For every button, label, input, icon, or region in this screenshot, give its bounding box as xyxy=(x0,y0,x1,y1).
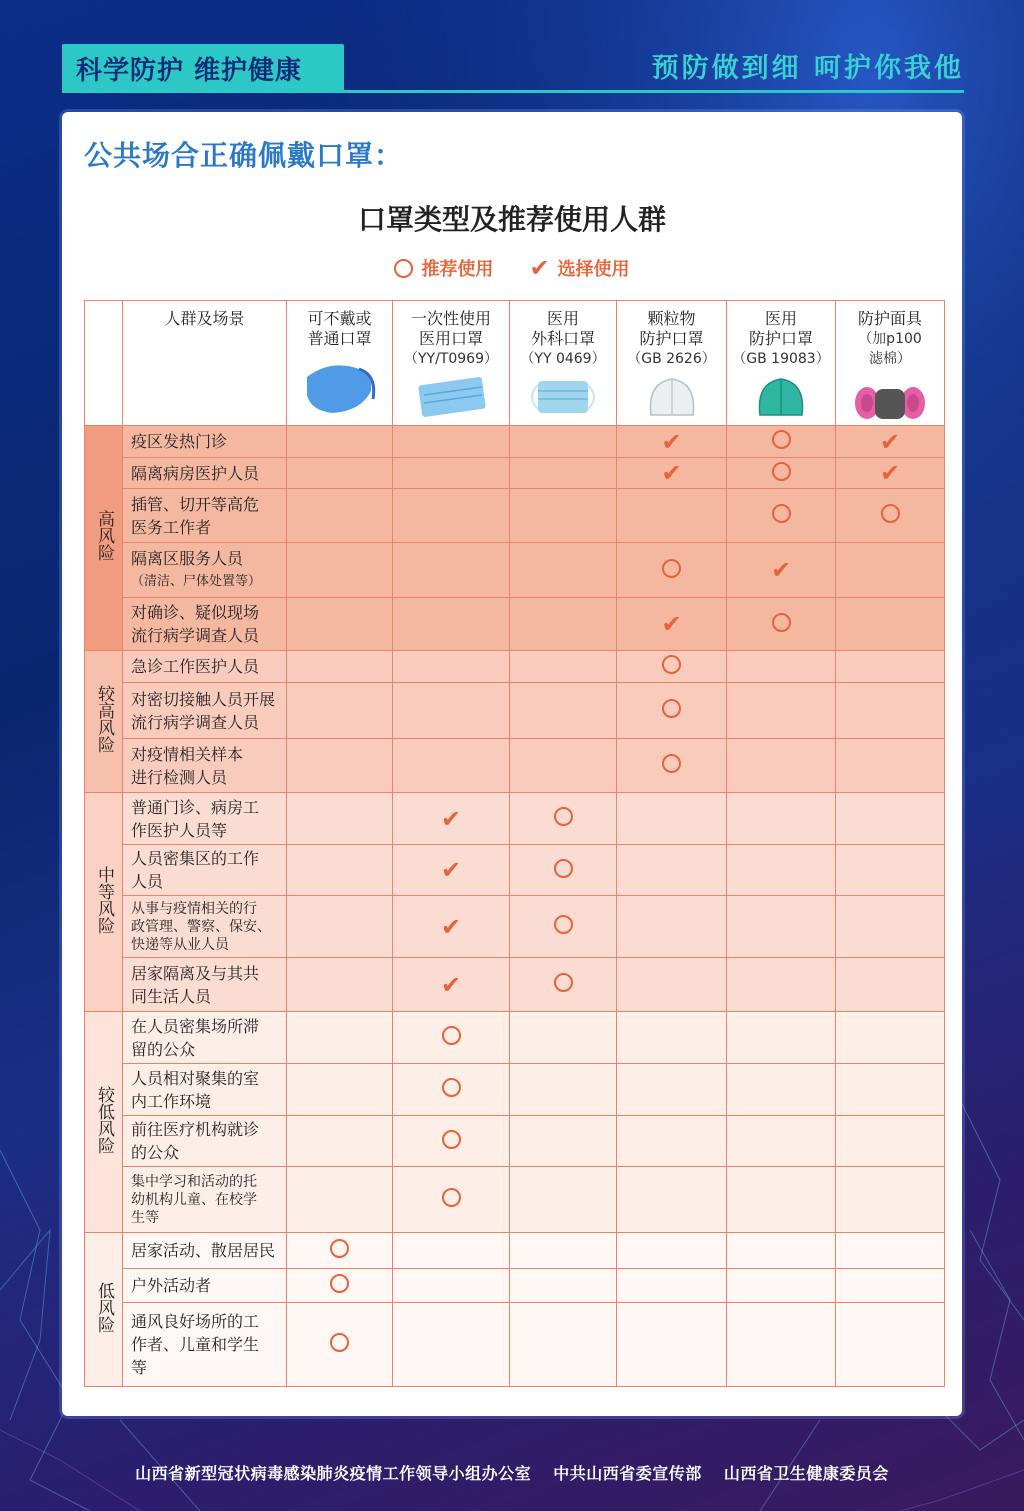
category-medium-low xyxy=(85,1012,123,1233)
circle-icon xyxy=(330,1274,349,1293)
scene-cell xyxy=(123,426,287,458)
circle-icon xyxy=(330,1333,349,1352)
mark-cell xyxy=(287,651,393,683)
scene-label: 同生活人员 xyxy=(131,986,212,1006)
mark-cell xyxy=(727,651,836,683)
table-row xyxy=(85,683,945,739)
n95-mask-icon xyxy=(633,375,711,419)
scene-cell xyxy=(123,543,287,598)
mark-cell xyxy=(836,958,945,1012)
circle-icon xyxy=(442,1130,461,1149)
scene-label: 政管理、警察、保安、 xyxy=(131,918,271,935)
scene-label: 插管、切开等高危 xyxy=(131,494,260,514)
mark-cell xyxy=(727,598,836,651)
mark-cell xyxy=(617,683,727,739)
mark-cell xyxy=(393,458,510,489)
scene-cell xyxy=(123,1269,287,1303)
circle-icon xyxy=(662,754,681,773)
header-no-mask xyxy=(287,301,393,426)
mark-cell xyxy=(287,1012,393,1064)
circle-icon xyxy=(554,859,573,878)
table-row xyxy=(85,793,945,845)
table-row xyxy=(85,845,945,896)
table-row xyxy=(85,1012,945,1064)
table-row xyxy=(85,1269,945,1303)
header-label: 普通口罩 xyxy=(307,329,372,348)
mark-cell xyxy=(510,489,617,543)
mark-cell xyxy=(617,1064,727,1116)
mark-cell xyxy=(617,896,727,958)
mark-cell xyxy=(393,489,510,543)
medical-n95-mask-icon xyxy=(742,375,820,419)
mark-cell xyxy=(617,793,727,845)
scene-label: 人员相对聚集的室 xyxy=(131,1068,260,1088)
scene-label: 等 xyxy=(131,1358,148,1377)
scene-label: 人员密集区的工作 xyxy=(131,849,260,868)
header-divider xyxy=(62,90,964,93)
card-title: 公共场合正确佩戴口罩： xyxy=(84,139,404,172)
mark-cell xyxy=(727,793,836,845)
footer-organizations xyxy=(0,1461,1024,1484)
mark-cell xyxy=(836,543,945,598)
mark-cell xyxy=(836,683,945,739)
mark-cell xyxy=(617,458,727,489)
mark-cell xyxy=(836,458,945,489)
mark-cell xyxy=(287,598,393,651)
mark-cell xyxy=(510,683,617,739)
circle-icon xyxy=(554,973,573,992)
mark-cell xyxy=(836,1269,945,1303)
category-label: 中等风险 xyxy=(94,865,114,934)
mark-cell xyxy=(836,896,945,958)
legend-optional-label: 选择使用 xyxy=(557,259,630,280)
respirator-icon xyxy=(851,375,929,425)
scene-cell xyxy=(123,683,287,739)
check-icon: ✔ xyxy=(661,610,682,638)
footer-org: 山西省卫生健康委员会 xyxy=(723,1464,889,1483)
legend xyxy=(0,255,1024,281)
circle-icon xyxy=(554,807,573,826)
table-row xyxy=(85,1167,945,1233)
table-row xyxy=(85,489,945,543)
mark-cell xyxy=(836,1012,945,1064)
mark-cell xyxy=(393,1116,510,1167)
mark-cell xyxy=(836,793,945,845)
check-icon: ✔ xyxy=(879,459,901,487)
check-icon: ✔ xyxy=(440,856,462,884)
header-code: （加p100 xyxy=(858,331,922,347)
circle-icon xyxy=(394,259,413,278)
scene-label: 通风良好场所的工 xyxy=(131,1312,260,1331)
scene-label: 隔离区服务人员 xyxy=(131,549,244,568)
circle-icon xyxy=(662,559,681,578)
mark-cell xyxy=(287,426,393,458)
mark-cell xyxy=(617,1116,727,1167)
table-row xyxy=(85,426,945,458)
check-icon: ✔ xyxy=(661,459,682,487)
mark-cell xyxy=(287,896,393,958)
check-icon: ✔ xyxy=(440,970,462,999)
circle-icon xyxy=(662,699,681,718)
circle-icon xyxy=(442,1078,461,1097)
mark-cell xyxy=(510,958,617,1012)
scene-label: 流行病学调查人员 xyxy=(131,712,260,732)
scene-label: 居家活动、散居居民 xyxy=(131,1241,276,1260)
legend-recommend-label: 推荐使用 xyxy=(421,259,494,280)
mark-cell xyxy=(836,739,945,793)
scene-label: 内工作环境 xyxy=(131,1091,212,1111)
mark-cell xyxy=(617,1303,727,1387)
table-row xyxy=(85,651,945,683)
circle-icon xyxy=(772,462,791,481)
mark-cell xyxy=(393,845,510,896)
header-code: （GB 19083） xyxy=(732,351,830,367)
header-label: 颗粒物 xyxy=(647,309,696,328)
mark-cell xyxy=(617,426,727,458)
mark-cell xyxy=(393,1167,510,1233)
legend-optional xyxy=(529,255,629,281)
scene-label: 户外活动者 xyxy=(131,1276,212,1295)
mark-cell xyxy=(727,1233,836,1269)
footer-org: 山西省新型冠状病毒感染肺炎疫情工作领导小组办公室 xyxy=(135,1464,532,1483)
footer-org: 中共山西省委宣传部 xyxy=(553,1464,702,1483)
mark-cell xyxy=(727,1012,836,1064)
scene-label: 居家隔离及与其共 xyxy=(131,963,260,983)
mark-cell xyxy=(617,958,727,1012)
mark-cell xyxy=(510,543,617,598)
mark-cell xyxy=(393,1303,510,1387)
scene-label: 急诊工作医护人员 xyxy=(131,657,260,676)
header-label: 医用口罩 xyxy=(418,329,483,348)
header-label: 一次性使用 xyxy=(410,309,491,328)
category-medium xyxy=(85,793,123,1012)
mark-cell xyxy=(617,1269,727,1303)
scene-label: 集中学习和活动的托 xyxy=(131,1173,257,1190)
mark-cell xyxy=(510,1064,617,1116)
header-category xyxy=(85,301,123,426)
mark-cell xyxy=(393,1012,510,1064)
circle-icon xyxy=(442,1026,461,1045)
scene-label: 对确诊、疑似现场 xyxy=(131,603,260,622)
mark-cell xyxy=(617,1012,727,1064)
mark-cell xyxy=(510,896,617,958)
mark-cell xyxy=(510,1167,617,1233)
scene-label: 作医护人员等 xyxy=(131,820,228,840)
mark-cell xyxy=(836,1303,945,1387)
scene-label: 人员 xyxy=(131,872,164,891)
mark-cell xyxy=(287,458,393,489)
check-icon: ✔ xyxy=(879,427,901,456)
legend-recommend xyxy=(394,255,493,281)
header-particulate-mask xyxy=(617,301,727,426)
table-title: 口罩类型及推荐使用人群 xyxy=(357,203,666,236)
check-icon: ✔ xyxy=(440,804,462,833)
surgical-mask-icon xyxy=(524,375,602,419)
mark-cell xyxy=(727,845,836,896)
header-scene xyxy=(123,301,287,426)
scene-label: 的公众 xyxy=(131,1143,180,1162)
mark-cell xyxy=(287,543,393,598)
header-label: 防护面具 xyxy=(857,309,922,328)
header-right-slogan: 预防做到细 呵护你我他 xyxy=(651,53,964,84)
scene-label: 流行病学调查人员 xyxy=(131,626,260,645)
circle-icon xyxy=(662,655,681,674)
table-row xyxy=(85,896,945,958)
table-row xyxy=(85,543,945,598)
mark-cell xyxy=(510,1233,617,1269)
scene-cell xyxy=(123,1167,287,1233)
scene-cell xyxy=(123,1116,287,1167)
scene-label: 从事与疫情相关的行 xyxy=(131,900,257,917)
mark-cell xyxy=(727,1303,836,1387)
mark-cell xyxy=(617,739,727,793)
mark-cell xyxy=(393,426,510,458)
category-medium-high xyxy=(85,651,123,793)
header-label: 医用 xyxy=(764,309,797,328)
scene-label: 在人员密集场所滞 xyxy=(131,1016,260,1036)
circle-icon xyxy=(772,504,791,523)
category-low xyxy=(85,1233,123,1387)
mask-recommendation-table xyxy=(84,300,945,1387)
mark-cell xyxy=(510,1303,617,1387)
header-label: 医用 xyxy=(546,309,579,328)
header-scene-label: 人群及场景 xyxy=(164,309,245,328)
table-row xyxy=(85,1116,945,1167)
table-row xyxy=(85,598,945,651)
check-icon: ✔ xyxy=(529,254,550,282)
mark-cell xyxy=(287,1064,393,1116)
mark-cell xyxy=(727,458,836,489)
mark-cell xyxy=(510,845,617,896)
mark-cell xyxy=(617,543,727,598)
scene-label: 幼机构儿童、在校学 xyxy=(131,1191,257,1208)
scene-cell xyxy=(123,958,287,1012)
category-high xyxy=(85,426,123,651)
mark-cell xyxy=(727,489,836,543)
header-code: 滤棉） xyxy=(869,351,911,367)
mark-cell xyxy=(510,1269,617,1303)
mark-cell xyxy=(393,683,510,739)
disposable-mask-icon xyxy=(412,375,490,419)
table-row xyxy=(85,1303,945,1387)
circle-icon xyxy=(772,430,791,449)
mark-cell xyxy=(393,1233,510,1269)
mark-cell xyxy=(727,896,836,958)
mark-cell xyxy=(287,1167,393,1233)
table-header-row xyxy=(85,301,945,426)
header-left-slogan: 科学防护 维护健康 xyxy=(62,44,344,92)
mark-cell xyxy=(287,739,393,793)
mark-cell xyxy=(393,1269,510,1303)
check-icon: ✔ xyxy=(770,556,792,584)
mark-cell xyxy=(836,598,945,651)
header-label: 可不戴或 xyxy=(307,309,372,328)
mark-cell xyxy=(510,651,617,683)
mark-cell xyxy=(727,426,836,458)
scene-cell xyxy=(123,845,287,896)
mark-cell xyxy=(836,1064,945,1116)
check-icon: ✔ xyxy=(661,427,682,456)
mark-cell xyxy=(510,793,617,845)
mark-cell xyxy=(727,543,836,598)
header-medical-protective-mask xyxy=(727,301,836,426)
mark-cell xyxy=(727,1064,836,1116)
mark-cell xyxy=(836,845,945,896)
header-disposable-mask xyxy=(393,301,510,426)
mark-cell xyxy=(617,845,727,896)
mark-cell xyxy=(617,651,727,683)
mark-cell xyxy=(617,1167,727,1233)
mark-cell xyxy=(287,1303,393,1387)
table-row xyxy=(85,1233,945,1269)
category-label: 低风险 xyxy=(94,1281,114,1333)
header-label: 防护口罩 xyxy=(639,329,704,348)
scene-cell xyxy=(123,1233,287,1269)
circle-icon xyxy=(881,504,900,523)
mark-cell xyxy=(287,1116,393,1167)
header-label: 外科口罩 xyxy=(530,329,595,348)
mark-cell xyxy=(510,1116,617,1167)
circle-icon xyxy=(442,1188,461,1207)
scene-cell xyxy=(123,896,287,958)
table-row xyxy=(85,739,945,793)
mark-cell xyxy=(287,683,393,739)
scene-label: 留的公众 xyxy=(131,1039,196,1059)
mark-cell xyxy=(393,1064,510,1116)
mark-cell xyxy=(836,1167,945,1233)
mark-cell xyxy=(727,1269,836,1303)
mark-cell xyxy=(393,793,510,845)
table-row xyxy=(85,958,945,1012)
header-surgical-mask xyxy=(510,301,617,426)
scene-label: 作者、儿童和学生 xyxy=(131,1335,260,1354)
scene-cell xyxy=(123,739,287,793)
mark-cell xyxy=(393,896,510,958)
scene-label: 医务工作者 xyxy=(131,517,212,537)
mark-cell xyxy=(510,458,617,489)
mark-cell xyxy=(510,1012,617,1064)
mark-cell xyxy=(617,489,727,543)
mark-cell xyxy=(287,1269,393,1303)
header-code: （YY 0469） xyxy=(520,351,606,367)
category-label: 较高风险 xyxy=(94,685,114,753)
circle-icon xyxy=(772,613,791,632)
mark-cell xyxy=(287,845,393,896)
mark-cell xyxy=(510,598,617,651)
mark-cell xyxy=(727,1116,836,1167)
scene-label: 对密切接触人员开展 xyxy=(131,689,276,709)
scene-cell xyxy=(123,489,287,543)
mark-cell xyxy=(393,598,510,651)
scene-label: 前往医疗机构就诊 xyxy=(131,1120,260,1139)
header-code: （YY/T0969） xyxy=(403,351,498,367)
header-code: （GB 2626） xyxy=(627,351,716,367)
mark-cell xyxy=(287,793,393,845)
scene-cell xyxy=(123,1064,287,1116)
scene-sublabel: （清洁、尸体处置等） xyxy=(131,574,262,589)
scene-cell xyxy=(123,458,287,489)
mark-cell xyxy=(727,683,836,739)
scene-label: 疫区发热门诊 xyxy=(131,432,228,451)
mark-cell xyxy=(617,1233,727,1269)
mark-cell xyxy=(510,739,617,793)
circle-icon xyxy=(554,915,573,934)
scene-label: 进行检测人员 xyxy=(131,767,228,787)
mark-cell xyxy=(836,1233,945,1269)
mark-cell xyxy=(287,1233,393,1269)
mark-cell xyxy=(393,651,510,683)
scene-cell xyxy=(123,1012,287,1064)
mark-cell xyxy=(836,1116,945,1167)
scene-label: 普通门诊、病房工 xyxy=(131,797,260,817)
mark-cell xyxy=(393,739,510,793)
category-label: 高风险 xyxy=(94,510,114,561)
scene-cell xyxy=(123,793,287,845)
mark-cell xyxy=(836,426,945,458)
scene-cell xyxy=(123,1303,287,1387)
circle-icon xyxy=(330,1239,349,1258)
mark-cell xyxy=(836,489,945,543)
scene-label: 隔离病房医护人员 xyxy=(131,463,260,483)
mark-cell xyxy=(727,739,836,793)
mark-cell xyxy=(393,543,510,598)
table-row xyxy=(85,1064,945,1116)
scene-label: 快递等从业人员 xyxy=(131,936,229,953)
mark-cell xyxy=(510,426,617,458)
header-label: 防护口罩 xyxy=(748,329,813,348)
scene-label: 生等 xyxy=(131,1209,159,1226)
mark-cell xyxy=(393,958,510,1012)
category-label: 较低风险 xyxy=(94,1085,114,1154)
mark-cell xyxy=(836,651,945,683)
table-row xyxy=(85,458,945,489)
check-icon: ✔ xyxy=(440,912,462,941)
mark-cell xyxy=(287,489,393,543)
cloth-mask-icon xyxy=(301,355,379,417)
mark-cell xyxy=(727,1167,836,1233)
header-respirator xyxy=(836,301,945,426)
scene-cell xyxy=(123,651,287,683)
mark-cell xyxy=(617,598,727,651)
mark-cell xyxy=(287,958,393,1012)
scene-label: 对疫情相关样本 xyxy=(131,744,244,764)
scene-cell xyxy=(123,598,287,651)
mark-cell xyxy=(727,958,836,1012)
